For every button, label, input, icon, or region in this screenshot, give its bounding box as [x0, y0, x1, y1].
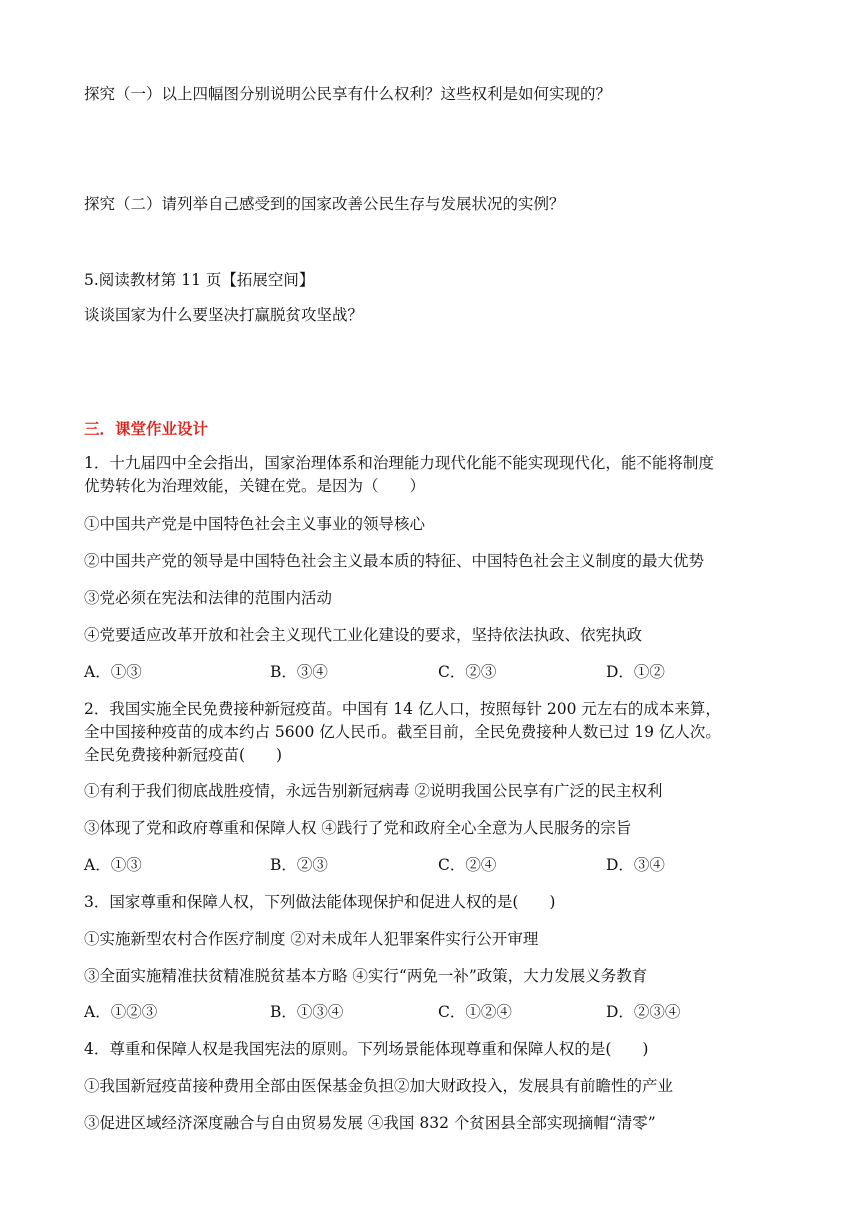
question-3-statement-2: ③全面实施精准扶贫精准脱贫基本方略 ④实行“两免一补”政策，大力发展义务教育	[84, 967, 648, 985]
question-1-stem-line-2: 优势转化为治理效能，关键在党。是因为（ ）	[84, 477, 426, 495]
question-2-statement-1: ①有利于我们彻底战胜疫情，永远告别新冠病毒 ②说明我国公民享有广泛的民主权利	[84, 782, 663, 800]
question-3-statement-1: ①实施新型农村合作医疗制度 ②对未成年人犯罪案件实行公开审理	[84, 930, 539, 948]
question-4-statement-2: ③促进区域经济深度融合与自由贸易发展 ④我国 832 个贫困县全部实现摘帽“清零”	[84, 1114, 656, 1132]
question-3-option-d[interactable]: D．②③④	[606, 1003, 681, 1021]
question-1-statement-4: ④党要适应改革开放和社会主义现代工业化建设的要求，坚持依法执政、依宪执政	[84, 626, 643, 644]
item-5-title: 5.阅读教材第 11 页【拓展空间】	[84, 271, 315, 289]
question-3-option-c[interactable]: C．①②④	[438, 1003, 512, 1021]
question-1-statement-1: ①中国共产党是中国特色社会主义事业的领导核心	[84, 515, 426, 533]
question-2-stem-line-3: 全民免费接种新冠疫苗( )	[84, 746, 283, 764]
question-2-statement-2: ③体现了党和政府尊重和保障人权 ④践行了党和政府全心全意为人民服务的宗旨	[84, 819, 632, 837]
question-2-option-c[interactable]: C．②④	[438, 856, 497, 874]
question-3-stem-line-1: 3．国家尊重和保障人权，下列做法能体现保护和促进人权的是( )	[84, 893, 556, 911]
question-3-option-b[interactable]: B．①③④	[270, 1003, 344, 1021]
question-1-option-c[interactable]: C．②③	[438, 663, 497, 681]
section-title: 三．课堂作业设计	[84, 419, 209, 438]
question-2-option-b[interactable]: B．②③	[270, 856, 328, 874]
question-2-stem-line-2: 全中国接种疫苗的成本约占 5600 亿人民币。截至目前，全民免费接种人数已过 19 亿人次。	[84, 723, 721, 741]
question-1-option-b[interactable]: B．③④	[270, 663, 328, 681]
question-1-option-a[interactable]: A．①③	[84, 663, 142, 681]
question-4-statement-1: ①我国新冠疫苗接种费用全部由医保基金负担②加大财政投入，发展具有前瞻性的产业	[84, 1077, 674, 1095]
explore-1: 探究（一）以上四幅图分别说明公民享有什么权利？这些权利是如何实现的？	[84, 85, 612, 103]
question-2-stem-line-1: 2．我国实施全民免费接种新冠疫苗。中国有 14 亿人口，按照每针 200 元左右的成本来算，	[84, 700, 721, 718]
question-1-statement-2: ②中国共产党的领导是中国特色社会主义最本质的特征、中国特色社会主义制度的最大优势	[84, 552, 705, 570]
question-2-option-a[interactable]: A．①③	[84, 856, 142, 874]
question-1-option-d[interactable]: D．①②	[606, 663, 665, 681]
item-5-question: 谈谈国家为什么要坚决打赢脱贫攻坚战？	[84, 306, 364, 324]
question-3-option-a[interactable]: A．①②③	[84, 1003, 158, 1021]
question-2-option-d[interactable]: D．③④	[606, 856, 665, 874]
explore-2: 探究（二）请列举自己感受到的国家改善公民生存与发展状况的实例？	[84, 195, 565, 213]
question-1-statement-3: ③党必须在宪法和法律的范围内活动	[84, 589, 333, 607]
question-1-stem-line-1: 1．十九届四中全会指出，国家治理体系和治理能力现代化能不能实现现代化，能不能将制度	[84, 454, 714, 472]
question-4-stem-line-1: 4．尊重和保障人权是我国宪法的原则。下列场景能体现尊重和保障人权的是( )	[84, 1040, 649, 1058]
